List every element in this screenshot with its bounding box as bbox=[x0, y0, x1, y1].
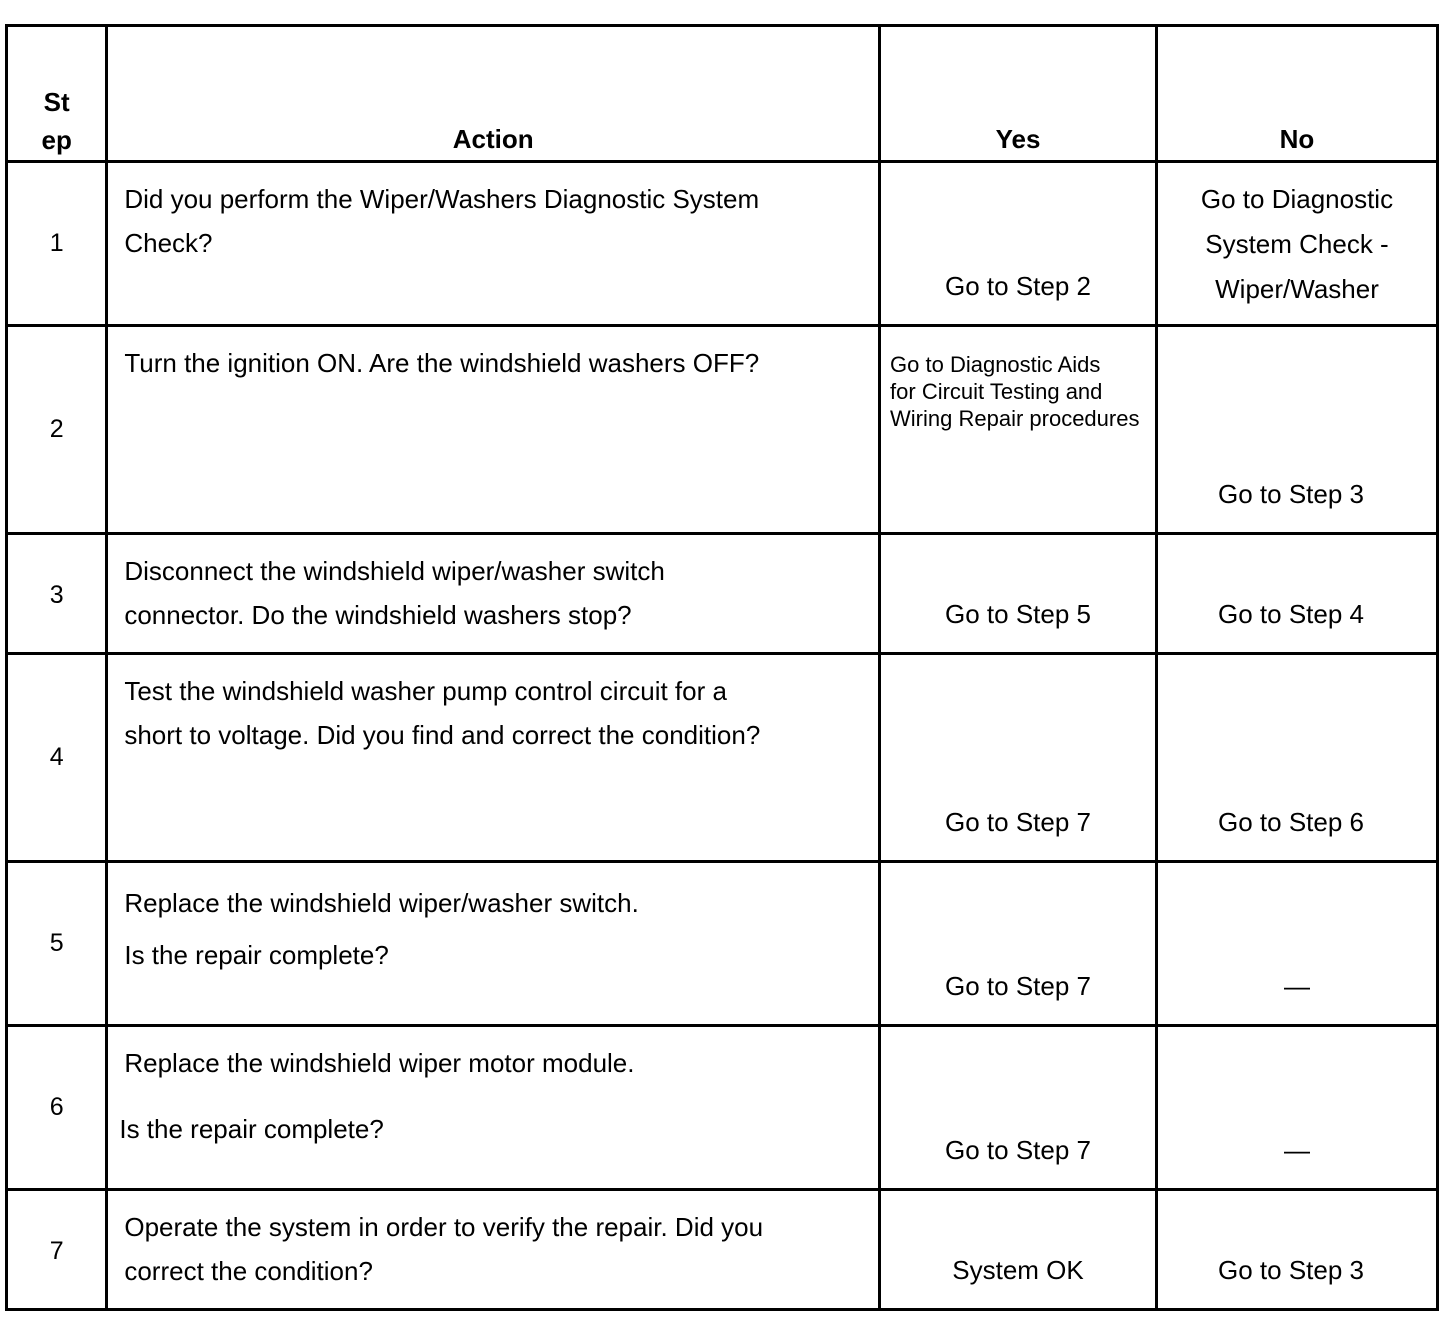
no-cell bbox=[1156, 162, 1437, 326]
action-cell bbox=[107, 162, 880, 326]
step-cell bbox=[7, 654, 107, 862]
action-line: connector. Do the windshield washers stop? bbox=[124, 600, 632, 630]
step-number: 3 bbox=[49, 581, 64, 609]
action-line: Replace the windshield wiper/washer switch. bbox=[124, 888, 639, 918]
yes-link[interactable]: Go to Step 7 bbox=[945, 807, 1091, 837]
action-line: Test the windshield washer pump control circuit for a bbox=[124, 676, 727, 706]
action-line: Is the repair complete? bbox=[119, 1114, 384, 1144]
header-action: Action bbox=[452, 124, 534, 154]
action-text bbox=[124, 549, 868, 637]
table-row bbox=[7, 162, 1438, 326]
action-cell bbox=[107, 326, 880, 534]
action-text bbox=[124, 877, 868, 981]
no-link[interactable]: Go to Step 3 bbox=[1218, 1255, 1364, 1285]
step-number: 5 bbox=[49, 929, 64, 957]
table-row bbox=[7, 862, 1438, 1026]
step-number: 4 bbox=[49, 743, 64, 771]
action-line: Replace the windshield wiper motor module. bbox=[124, 1048, 635, 1078]
yes-cell bbox=[880, 654, 1157, 862]
step-number: 2 bbox=[49, 415, 64, 443]
yes-cell bbox=[880, 862, 1157, 1026]
step-cell bbox=[7, 162, 107, 326]
step-cell bbox=[7, 534, 107, 654]
yes-cell bbox=[880, 162, 1157, 326]
action-cell bbox=[107, 654, 880, 862]
no-cell bbox=[1156, 534, 1437, 654]
no-line: Go to Diagnostic bbox=[1200, 184, 1394, 214]
step-cell bbox=[7, 1190, 107, 1310]
header-no-cell bbox=[1156, 26, 1437, 162]
action-cell bbox=[107, 862, 880, 1026]
action-line: short to voltage. Did you find and correct the condition? bbox=[124, 720, 761, 750]
yes-cell bbox=[880, 1026, 1157, 1190]
action-text bbox=[119, 1041, 868, 1151]
action-cell bbox=[107, 1190, 880, 1310]
diagnostic-table bbox=[5, 24, 1439, 1311]
no-dash: — bbox=[1283, 1135, 1310, 1165]
table-row bbox=[7, 1190, 1438, 1310]
yes-link[interactable]: Go to Step 7 bbox=[945, 1135, 1091, 1165]
step-number: 6 bbox=[49, 1093, 64, 1121]
action-line: Check? bbox=[124, 228, 213, 258]
step-cell bbox=[7, 1026, 107, 1190]
yes-line: Go to Diagnostic Aids bbox=[890, 352, 1101, 377]
yes-link[interactable]: Go to Step 2 bbox=[945, 271, 1091, 301]
action-text bbox=[124, 669, 868, 757]
no-line: System Check - bbox=[1205, 229, 1389, 259]
no-cell bbox=[1156, 654, 1437, 862]
action-text bbox=[124, 341, 868, 385]
yes-status: System OK bbox=[952, 1255, 1084, 1285]
header-step-line2: ep bbox=[41, 125, 72, 155]
no-link[interactable]: Go to Step 6 bbox=[1218, 807, 1364, 837]
header-step-line1: St bbox=[43, 87, 70, 117]
action-text bbox=[124, 1205, 868, 1293]
no-link[interactable] bbox=[1158, 177, 1436, 312]
action-line: Is the repair complete? bbox=[124, 940, 389, 970]
header-step bbox=[8, 83, 105, 159]
yes-cell bbox=[880, 326, 1157, 534]
action-line: Disconnect the windshield wiper/washer switch bbox=[124, 556, 665, 586]
action-cell bbox=[107, 1026, 880, 1190]
no-cell bbox=[1156, 862, 1437, 1026]
action-line: correct the condition? bbox=[124, 1256, 373, 1286]
header-row bbox=[7, 26, 1438, 162]
action-line: Did you perform the Wiper/Washers Diagnostic System bbox=[124, 184, 760, 214]
no-line: Wiper/Washer bbox=[1215, 274, 1379, 304]
no-link[interactable]: Go to Step 4 bbox=[1218, 599, 1364, 629]
header-no: No bbox=[1279, 124, 1315, 154]
step-number: 7 bbox=[49, 1237, 64, 1265]
header-yes-cell bbox=[880, 26, 1157, 162]
table-row bbox=[7, 326, 1438, 534]
table-row bbox=[7, 534, 1438, 654]
no-dash: — bbox=[1283, 971, 1310, 1001]
yes-link[interactable]: Go to Step 5 bbox=[945, 599, 1091, 629]
yes-line: for Circuit Testing and bbox=[890, 379, 1103, 404]
yes-link[interactable]: Go to Step 7 bbox=[945, 971, 1091, 1001]
yes-cell bbox=[880, 1190, 1157, 1310]
no-link[interactable]: Go to Step 3 bbox=[1218, 479, 1364, 509]
header-action-cell bbox=[107, 26, 880, 162]
step-number: 1 bbox=[49, 229, 64, 257]
action-text bbox=[124, 177, 868, 265]
step-cell bbox=[7, 862, 107, 1026]
action-line: Turn the ignition ON. Are the windshield washers OFF? bbox=[124, 348, 760, 378]
action-line: Operate the system in order to verify the repair. Did you bbox=[124, 1212, 764, 1242]
header-yes: Yes bbox=[995, 124, 1041, 154]
table-row bbox=[7, 654, 1438, 862]
yes-line: Wiring Repair procedures bbox=[890, 406, 1140, 431]
table-row bbox=[7, 1026, 1438, 1190]
no-cell bbox=[1156, 1190, 1437, 1310]
action-cell bbox=[107, 534, 880, 654]
step-cell bbox=[7, 326, 107, 534]
yes-link[interactable] bbox=[890, 351, 1155, 432]
header-step-cell bbox=[7, 26, 107, 162]
no-cell bbox=[1156, 326, 1437, 534]
no-cell bbox=[1156, 1026, 1437, 1190]
yes-cell bbox=[880, 534, 1157, 654]
